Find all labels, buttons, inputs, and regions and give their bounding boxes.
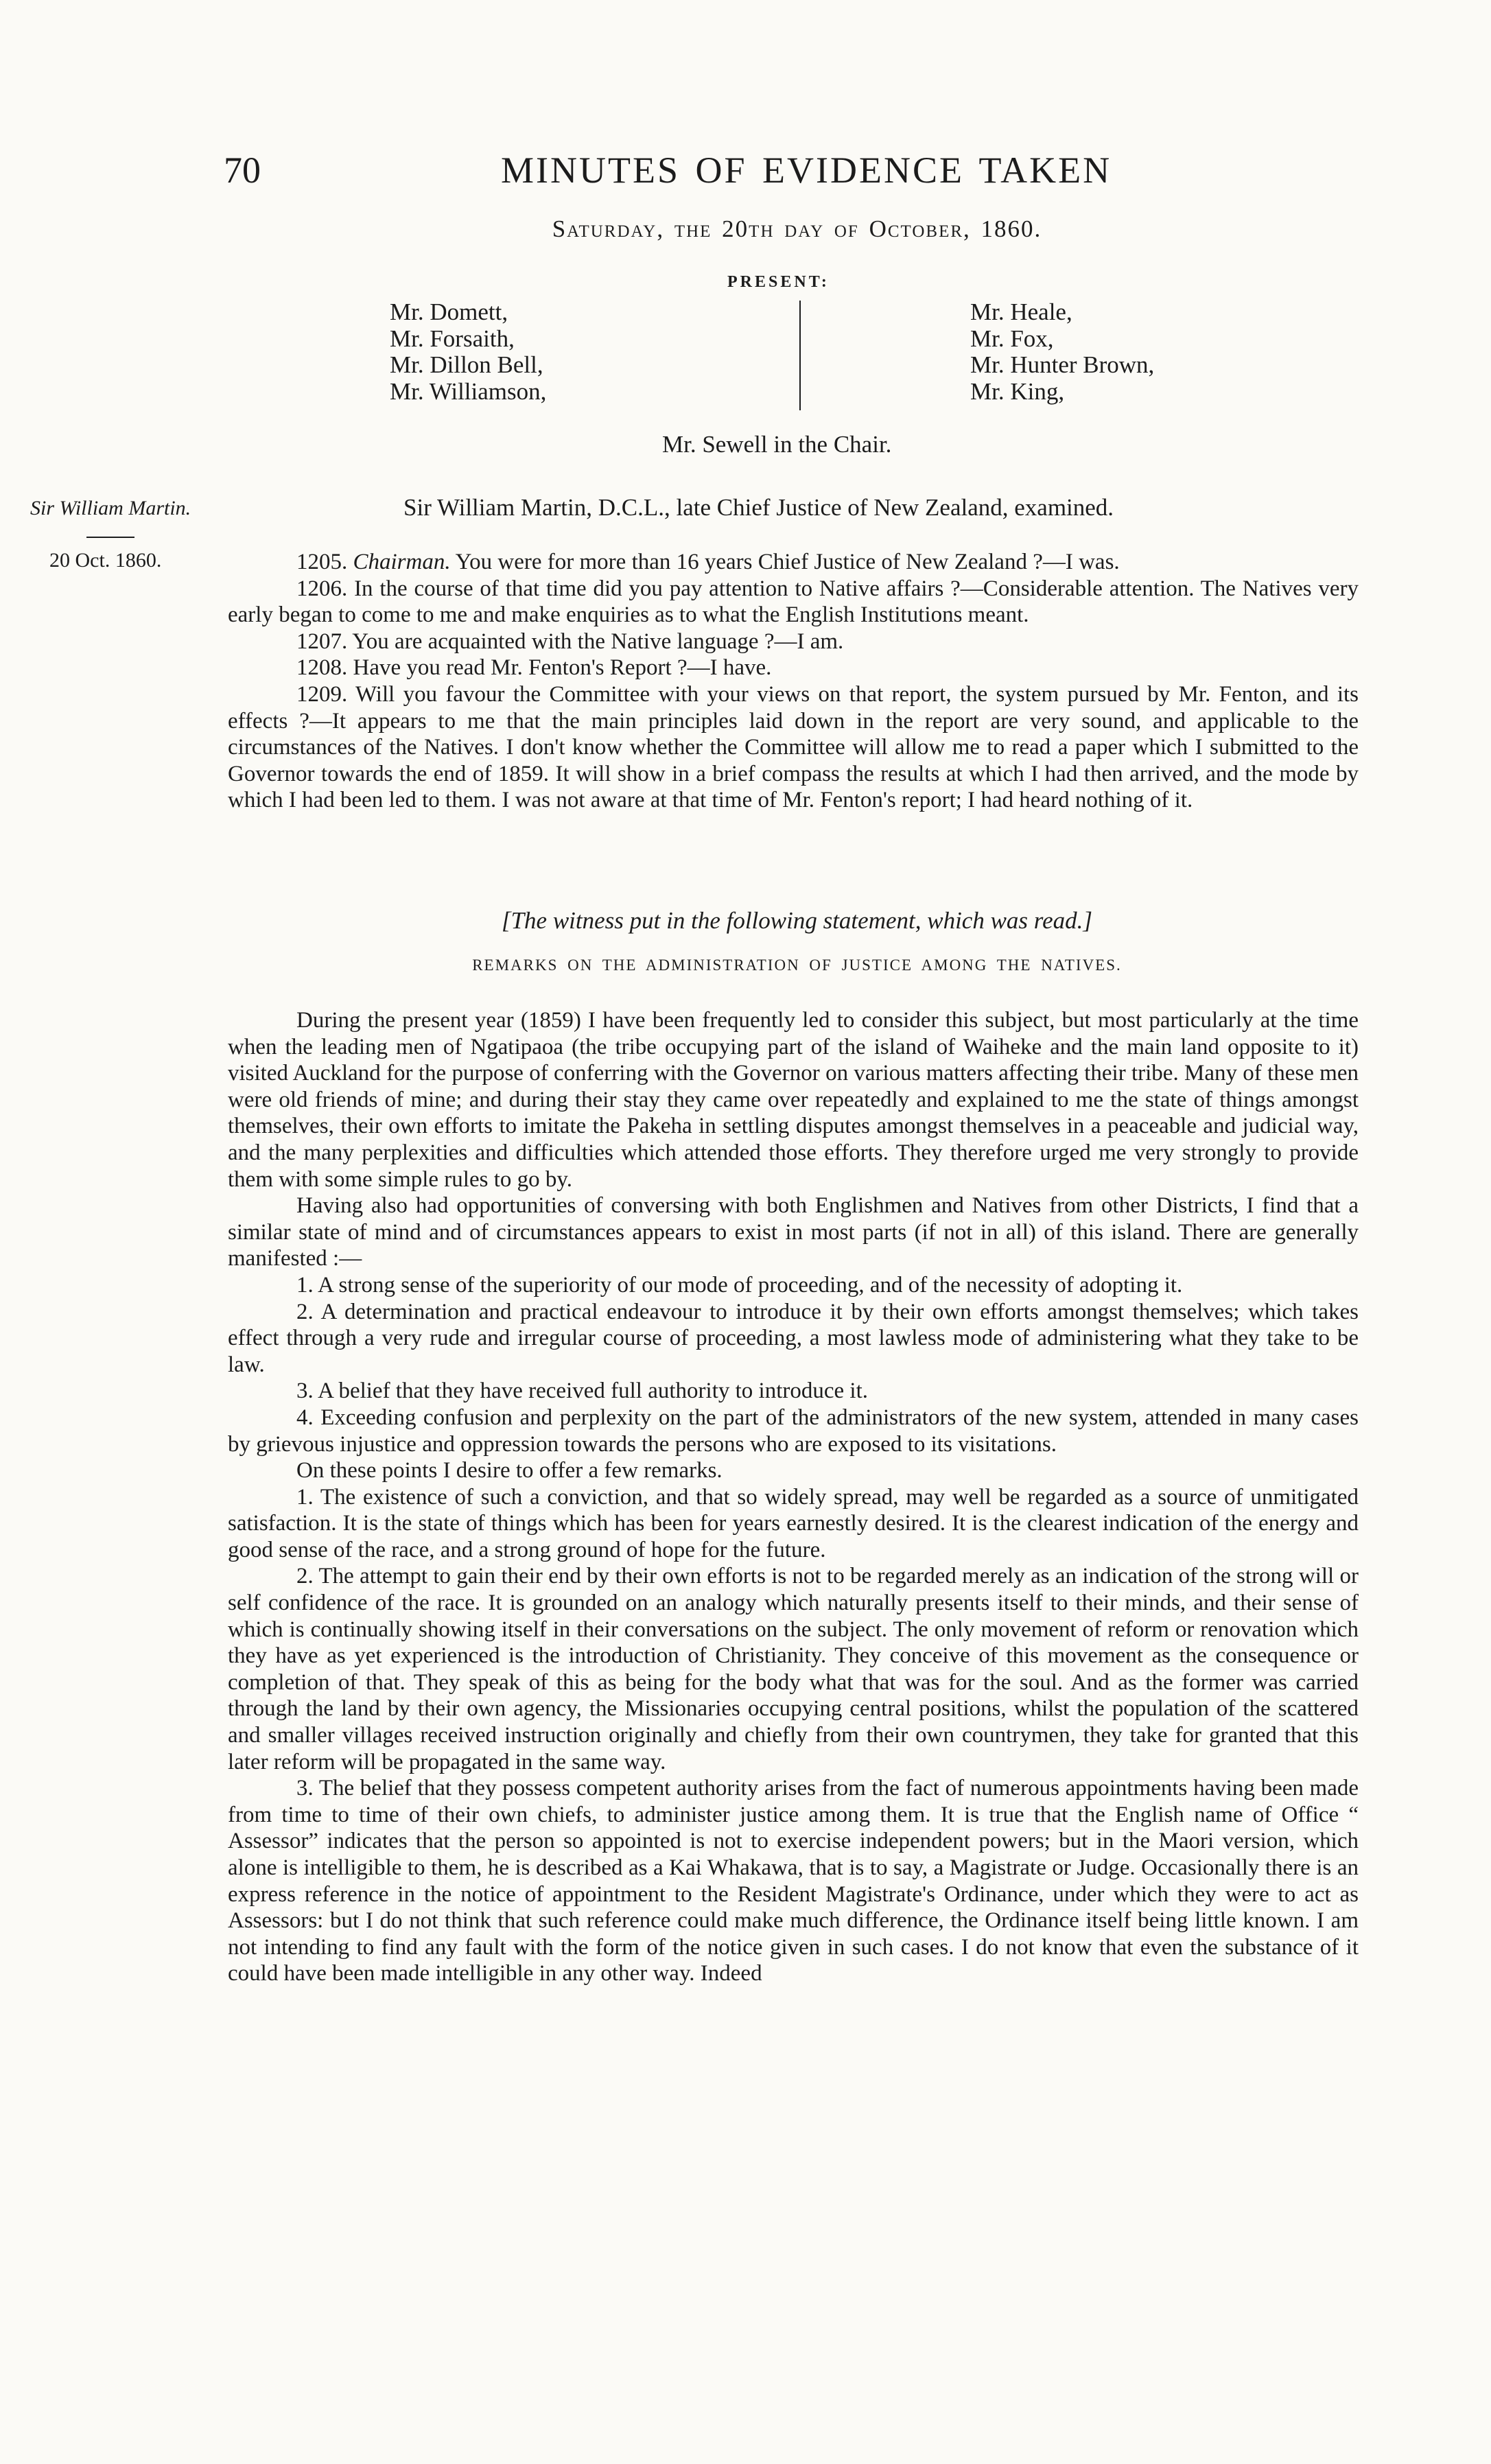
question-paragraph [228,576,1359,629]
member: Mr. King, [970,377,1065,405]
member: Mr. Forsaith, [390,325,515,352]
remarks-heading: REMARKS ON THE ADMINISTRATION OF JUSTICE AMONG THE NATIVES. [472,957,1122,974]
question-number: 1209. [296,681,348,707]
remarks-paragraph: 1. The existence of such a conviction, and that so widely spread, may well be regarded as a source of unmitigated satisfaction. It is the state of things which has been for years earnestly desired. It is the clearest indication of the energy and good sense of the race, and a strong ground of hope for the future. [228,1484,1359,1562]
remarks-paragraph: Having also had opportunities of conversing with both Englishmen and Natives from other Districts, I find that a similar state of mind and of circumstances appears to exist in most parts (if not in all) of this island. There are generally manifested :— [228,1193,1359,1271]
member: Mr. Domett, [390,298,508,325]
witness-line: Sir William Martin, D.C.L., late Chief Justice of New Zealand, examined. [403,494,1114,521]
question-number: 1207. [296,629,348,654]
members-divider [799,301,801,410]
margin-rule [86,537,134,538]
remarks-paragraph: On these points I desire to offer a few remarks. [296,1458,723,1483]
member: Mr. Heale, [970,298,1072,325]
question-speaker: Chairman. [353,550,451,574]
question-number: 1206. [296,576,348,601]
chair-line: Mr. Sewell in the Chair. [662,431,892,458]
running-title: MINUTES OF EVIDENCE TAKEN [501,150,1112,191]
remarks-paragraph: 3. A belief that they have received full authority to introduce it. [296,1378,868,1404]
question-paragraph [228,655,1359,681]
remarks-paragraph: 1. A strong sense of the superiority of our mode of proceeding, and of the necessity of adopting it. [296,1272,1183,1298]
question-text: Have you read Mr. Fenton's Report ?—I have. [353,655,772,681]
remarks-paragraph: 2. The attempt to gain their end by their own efforts is not to be regarded merely as an indication of the strong will or self confidence of the race. It is grounded on an analogy which naturally presents itself to their minds, and their sense of which is continually showing itself in their conversations on the subject. The only movement of reform or renovation which they have as yet experienced is the introduction of Christianity. They conceive of this movement as the consequence or completion of that. They speak of this as being for the body what that was for the soul. And as the former was carried through the land by their own agency, the Missionaries occupying central positions, whilst the population of the scattered and smaller villages received instruction originally and chiefly from their own countrymen, they take for granted that this later reform will be propagated in the same way. [228,1564,1359,1774]
member: Mr. Hunter Brown, [970,351,1155,378]
question-text: Will you favour the Committee with your views on that report, the system pursued by Mr. Fenton, and its effects ?—It appears to me that the main principles laid down in the report are very sound, and applicable to the circumstances of the Natives. I don't know whether the Committee will allow me to read a paper which I submitted to the Governor towards the end of 1859. It will show in a brief compass the results at which I had then arrived, and the mode by which I had been led to them. I was not aware at that time of Mr. Fenton's report; I had heard nothing of it. [228,681,1359,813]
question-text: In the course of that time did you pay attention to Native affairs ?—Considerable attention. The Natives very early began to come to me and make enquiries as to what the English Institutions meant. [228,576,1359,628]
margin-witness-name: Sir William Martin. [30,497,191,519]
margin-date: 20 Oct. 1860. [49,549,162,572]
question-paragraph [228,681,1359,814]
member: Mr. Dillon Bell, [390,351,543,378]
question-paragraph [228,629,1359,655]
question-block [228,549,1359,814]
members-right-list [970,299,1154,405]
page-number: 70 [224,150,261,191]
member: Mr. Fox, [970,325,1054,352]
question-number: 1208. [296,655,348,681]
statement-note: [The witness put in the following statement, which was read.] [501,907,1093,934]
question-number: 1205. [296,550,348,574]
question-text: You were for more than 16 years Chief Justice of New Zealand ?—I was. [455,550,1120,574]
remarks-paragraph: 2. A determination and practical endeavour to introduce it by their own efforts amongst themselves; which takes effect through a very rude and irregular course of proceeding, a most lawless mode of administering what they take to be law. [228,1299,1359,1377]
remarks-paragraph: During the present year (1859) I have been frequently led to consider this subject, but most particularly at the time when the leading men of Ngatipaoa (the tribe occupying part of the island of Waiheke and the main land opposite to it) visited Auckland for the purpose of conferring with the Governor on various matters affecting their tribe. Many of these men were old friends of mine; and during their stay they came over repeatedly and explained to me the state of things amongst themselves, their own efforts to imitate the Pakeha in settling disputes amongst themselves in a peaceable and judicial way, and the many perplexities and difficulties which attended those efforts. They therefore urged me very strongly to provide them with some simple rules to go by. [228,1008,1359,1192]
remarks-block [228,1007,1359,1987]
present-label: PRESENT: [727,273,830,291]
question-paragraph [228,549,1359,576]
session-date: Saturday, the 20th day of October, 1860. [552,215,1042,242]
members-left-list [390,299,546,405]
question-text: You are acquainted with the Native language ?—I am. [352,629,844,654]
remarks-paragraph: 3. The belief that they possess competent authority arises from the fact of numerous appointments having been made from time to time of their own chiefs, to administer justice among them. It is true that the English name of Office “ Assessor” indicates that the person so appointed is not to exercise independent powers; but in the Maori version, which alone is intelligible to them, he is described as a Kai Whakawa, that is to say, a Magistrate or Judge. Occasionally there is an express reference in the notice of appointment to the Resident Magistrate's Ordinance, under which they were to act as Assessors: but I do not think that such reference could make much difference, the Ordinance itself being little known. I am not intending to find any fault with the form of the notice given in such cases. I do not know that even the substance of it could have been made intelligible in any other way. Indeed [228,1776,1359,1986]
member: Mr. Williamson, [390,377,547,405]
remarks-paragraph: 4. Exceeding confusion and perplexity on the part of the administrators of the new system, attended in many cases by grievous injustice and oppression towards the persons who are exposed to its visitations. [228,1405,1359,1457]
